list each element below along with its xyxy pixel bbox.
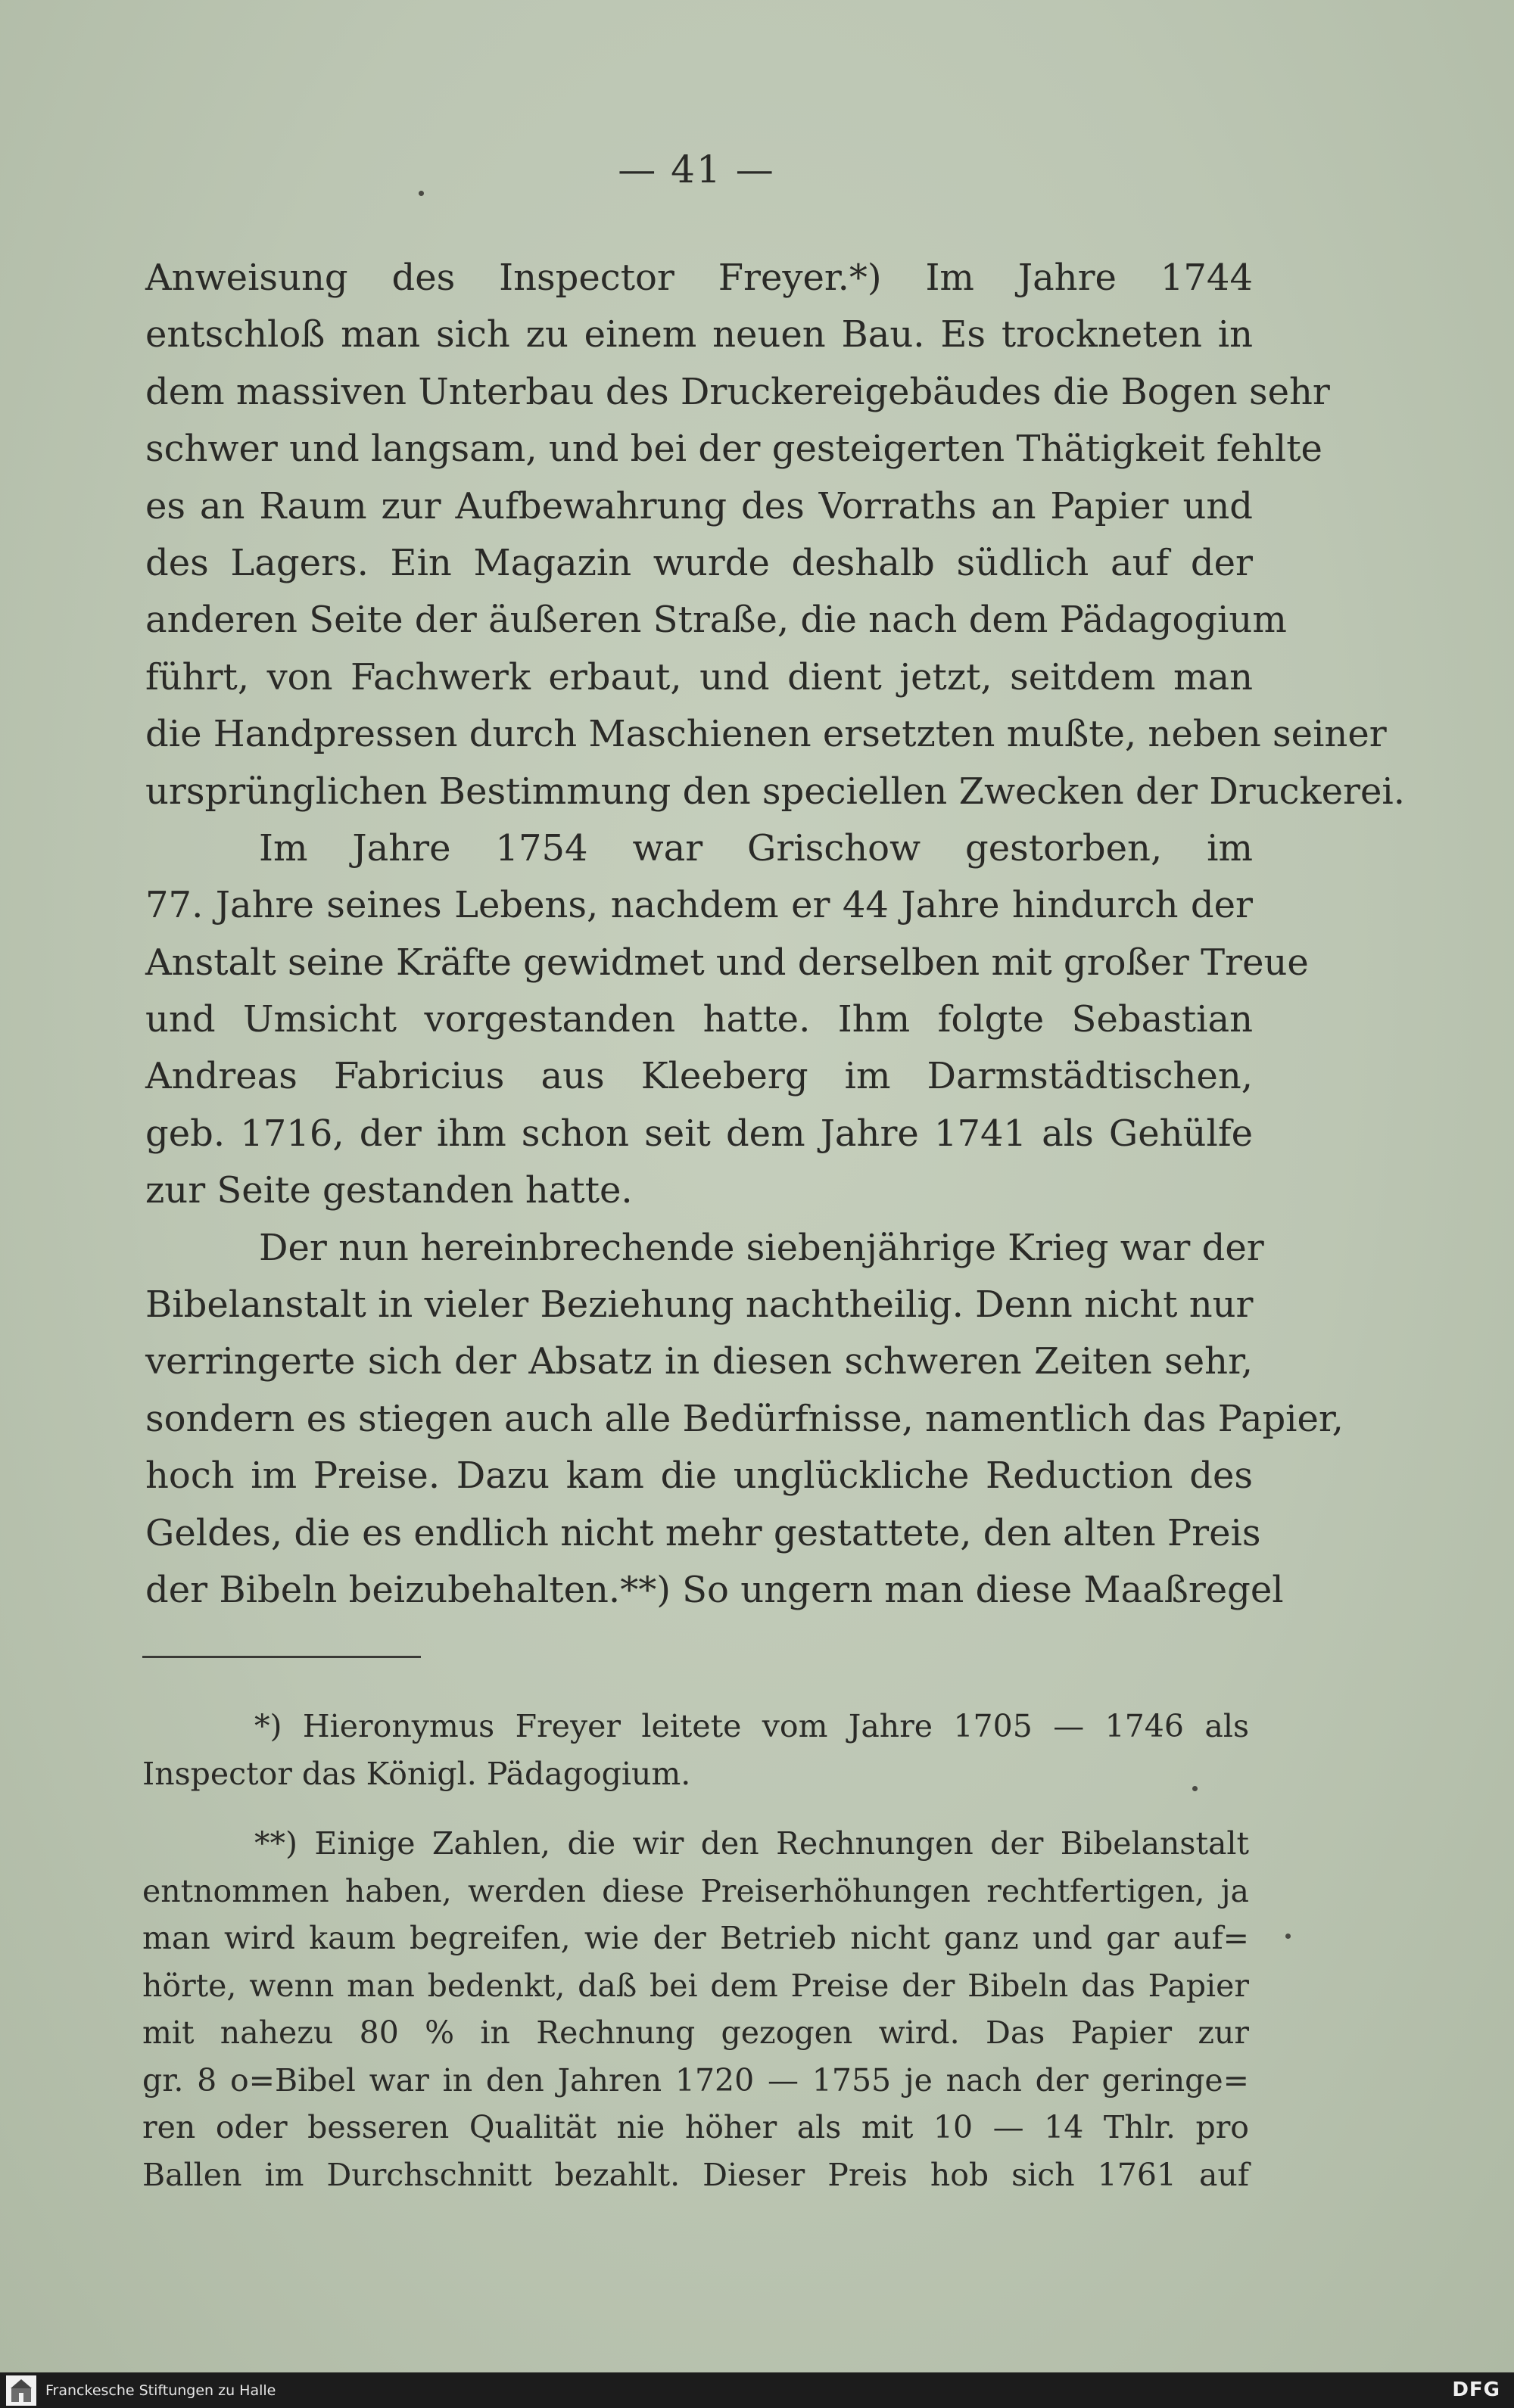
ink-speck <box>419 191 424 196</box>
paragraph-end-line: zur Seite gestanden hatte. <box>145 1169 633 1212</box>
text-line: und Umsicht vorgestanden hatte. Ihm folgte Sebastian <box>145 998 1253 1041</box>
ink-speck <box>1192 1786 1198 1791</box>
footnote-divider <box>142 1656 421 1658</box>
text-line: 77. Jahre seines Lebens, nachdem er 44 Jahre hindurch der <box>145 884 1253 927</box>
franckesche-stiftungen-logo-icon <box>6 2375 36 2406</box>
text-line: Andreas Fabricius aus Kleeberg im Darmstädtischen, <box>145 1055 1253 1098</box>
footnote-2-line: gr. 8 o=Bibel war in den Jahren 1720 — 1755 je nach der geringe= <box>142 2061 1249 2098</box>
text-line: schwer und langsam, und bei der gesteigerten Thätigkeit fehlte <box>145 428 1322 471</box>
footnote-2-line: ren oder besseren Qualität nie höher als mit 10 — 14 Thlr. pro <box>142 2109 1249 2145</box>
body-text <box>145 250 1405 1619</box>
footnote-1-line: *) Hieronymus Freyer leitete vom Jahre 1705 — 1746 als <box>254 1708 1249 1744</box>
text-line: geb. 1716, der ihm schon seit dem Jahre 1741 als Gehülfe <box>145 1112 1253 1155</box>
text-line: der Bibeln beizubehalten.**) So ungern man diese Maaßregel <box>145 1568 1284 1611</box>
text-line: Anstalt seine Kräfte gewidmet und derselben mit großer Treue <box>145 941 1309 984</box>
text-line: es an Raum zur Aufbewahrung des Vorraths an Papier und <box>145 484 1253 527</box>
text-line: entschloß man sich zu einem neuen Bau. Es trockneten in <box>145 313 1253 356</box>
dfg-logo-label[interactable]: DFG <box>1452 2378 1500 2401</box>
paragraph-start-line: Der nun hereinbrechende siebenjährige Krieg war der <box>259 1226 1264 1269</box>
footnote-1-line: Inspector das Königl. Pädagogium. <box>142 1755 691 1792</box>
footnote-2-line: mit nahezu 80 % in Rechnung gezogen wird. Das Papier zur <box>142 2014 1249 2051</box>
text-line: hoch im Preise. Dazu kam die unglückliche Reduction des <box>145 1454 1253 1498</box>
ink-speck <box>1285 1934 1291 1939</box>
footnote-2-line: entnommen haben, werden diese Preiserhöhungen rechtfertigen, ja <box>142 1872 1249 1909</box>
footnote-2-line: Ballen im Durchschnitt bezahlt. Dieser Preis hob sich 1761 auf <box>142 2156 1249 2193</box>
institution-label[interactable]: Franckesche Stiftungen zu Halle <box>45 2382 276 2399</box>
text-line: anderen Seite der äußeren Straße, die nach dem Pädagogium <box>145 599 1287 642</box>
text-line: des Lagers. Ein Magazin wurde deshalb südlich auf der <box>145 541 1253 584</box>
text-line: sondern es stiegen auch alle Bedürfnisse, namentlich das Papier, <box>145 1397 1344 1440</box>
footnote-2-line: hörte, wenn man bedenkt, daß bei dem Preise der Bibeln das Papier <box>142 1967 1249 2004</box>
text-line: verringerte sich der Absatz in diesen schweren Zeiten sehr, <box>145 1340 1253 1383</box>
text-line: ursprünglichen Bestimmung den speciellen Zwecken der Druckerei. <box>145 770 1405 813</box>
text-line: führt, von Fachwerk erbaut, und dient jetzt, seitdem man <box>145 655 1253 698</box>
viewer-footer-bar <box>0 2372 1514 2408</box>
text-line: die Handpressen durch Maschienen ersetzten mußte, neben seiner <box>145 713 1387 756</box>
paragraph-start-line: Im Jahre 1754 war Grischow gestorben, im <box>259 826 1253 870</box>
text-line: Bibelanstalt in vieler Beziehung nachtheilig. Denn nicht nur <box>145 1283 1254 1327</box>
text-line: Geldes, die es endlich nicht mehr gestattete, den alten Preis <box>145 1511 1261 1554</box>
page-number: — 41 — <box>618 148 775 191</box>
text-line: dem massiven Unterbau des Druckereigebäudes die Bogen sehr <box>145 370 1330 413</box>
text-line: Anweisung des Inspector Freyer.*) Im Jahre 1744 <box>145 257 1253 299</box>
footnote-2-line: **) Einige Zahlen, die wir den Rechnungen der Bibelanstalt <box>254 1825 1249 1862</box>
footnote-2-line: man wird kaum begreifen, wie der Betrieb nicht ganz und gar auf= <box>142 1920 1249 1956</box>
footnotes <box>142 1703 1249 2198</box>
